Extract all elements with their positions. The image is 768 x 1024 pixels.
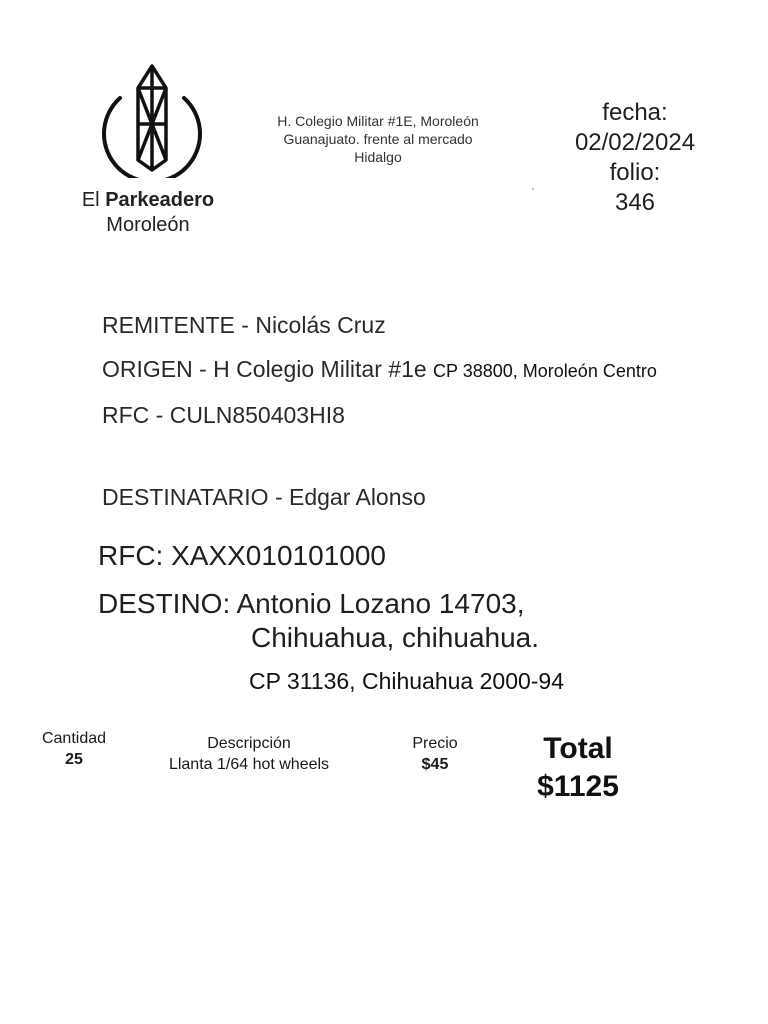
- destino-line-1: DESTINO: Antonio Lozano 14703,: [98, 588, 525, 619]
- origen-cp: CP 38800, Moroleón Centro: [433, 361, 657, 381]
- speck-mark: [532, 188, 534, 190]
- total-block: [520, 730, 636, 806]
- brand-prefix: El: [81, 189, 106, 211]
- destino-cp: CP 31136, Chihuahua 2000-94: [249, 668, 565, 694]
- receipt-meta: [552, 98, 718, 218]
- fecha-value: 02/02/2024: [574, 129, 696, 156]
- precio-column: [396, 733, 474, 775]
- brand-line-2: Moroleón: [106, 214, 190, 236]
- destino-line-2: Chihuahua, chihuahua.: [251, 622, 540, 653]
- folio-value: 346: [614, 189, 656, 216]
- recipient-rfc-line: RFC: XAXX010101000: [98, 540, 386, 571]
- cantidad-header: Cantidad: [41, 730, 107, 747]
- brand-bold: Parkeadero: [105, 189, 215, 211]
- total-label: Total: [543, 732, 613, 765]
- parkeadero-logo-icon: [100, 62, 204, 178]
- origen-line: [102, 356, 657, 383]
- cantidad-value: 25: [65, 751, 83, 768]
- cantidad-column: [24, 728, 124, 770]
- precio-value: $45: [421, 756, 449, 773]
- sender-rfc-line: RFC - CULN850403HI8: [102, 402, 345, 428]
- address-line-1: H. Colegio Militar #1E, Moroleón: [277, 113, 479, 129]
- descripcion-header: Descripción: [207, 735, 291, 752]
- folio-label: folio:: [609, 159, 661, 186]
- fecha-label: fecha:: [602, 99, 668, 126]
- brand-name: [60, 188, 236, 238]
- destinatario-line: DESTINATARIO - Edgar Alonso: [102, 484, 426, 510]
- descripcion-value: Llanta 1/64 hot wheels: [168, 756, 330, 773]
- origen-text: ORIGEN - H Colegio Militar #1e: [102, 356, 427, 382]
- descripcion-column: [146, 733, 352, 775]
- address-line-3: Hidalgo: [354, 149, 402, 165]
- brand-line-1: [60, 188, 236, 213]
- address-line-2: Guanajuato. frente al mercado: [283, 131, 473, 147]
- business-address: [248, 112, 508, 166]
- remitente-line: REMITENTE - Nicolás Cruz: [102, 312, 386, 338]
- total-value: $1125: [537, 770, 619, 803]
- precio-header: Precio: [412, 735, 458, 752]
